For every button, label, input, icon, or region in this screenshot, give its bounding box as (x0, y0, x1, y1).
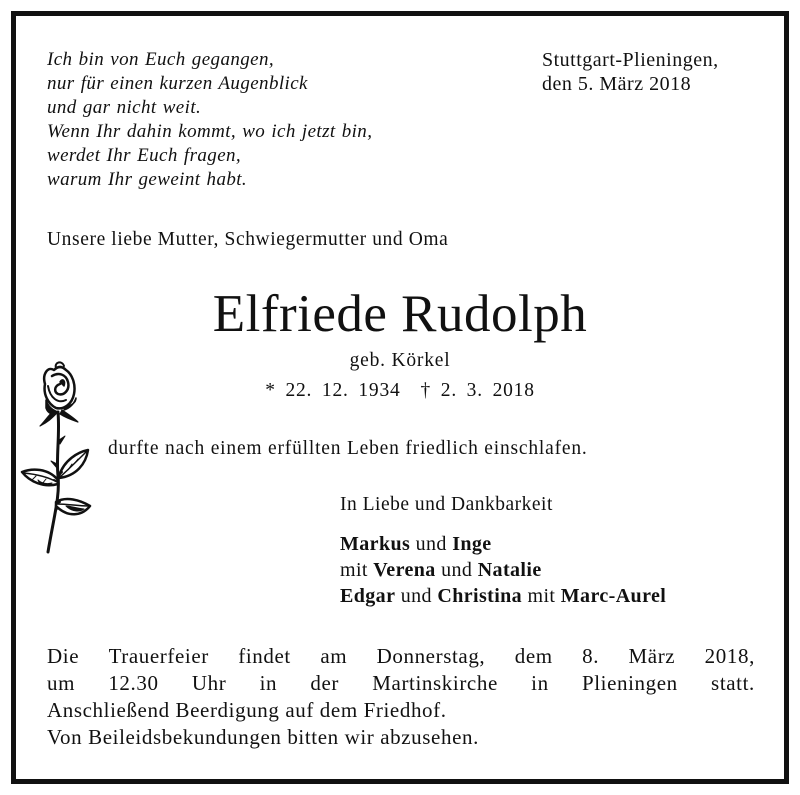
word: Donnerstag, (376, 644, 486, 668)
conjunction: mit (340, 559, 368, 581)
intro-line: Unsere liebe Mutter, Schwiegermutter und Oma (47, 229, 449, 250)
family-line (340, 583, 666, 609)
birth-date: * 22. 12. 1934 (265, 380, 401, 401)
word: März (628, 644, 676, 668)
conjunction: und (415, 533, 447, 555)
word: dem (514, 644, 553, 668)
conjunction: mit (527, 585, 556, 607)
obituary-notice (11, 11, 789, 784)
word: 12.30 (108, 671, 159, 695)
word: in (259, 671, 278, 695)
memorial-poem (47, 48, 372, 192)
word: Uhr (191, 671, 227, 695)
family-name: Marc-Aurel (560, 585, 667, 607)
word: 8. (582, 644, 600, 668)
conjunction: und (400, 585, 432, 607)
word: findet (238, 644, 291, 668)
word: um (47, 671, 76, 695)
family-name: Inge (452, 533, 492, 555)
family-signatures (340, 531, 666, 609)
poem-line: nur für einen kurzen Augenblick (47, 73, 308, 94)
family-line (340, 557, 666, 583)
word: Trauerfeier (108, 644, 209, 668)
family-line (340, 531, 666, 557)
poem-line: werdet Ihr Euch fragen, (47, 145, 242, 166)
life-dates (16, 380, 784, 402)
word: Plieningen (581, 671, 678, 695)
closing-phrase: In Liebe und Dankbarkeit (340, 494, 553, 515)
place-line: Stuttgart-Plieningen, (542, 49, 719, 71)
poem-line: Wenn Ihr dahin kommt, wo ich jetzt bin, (47, 121, 373, 142)
funeral-info-line (47, 670, 755, 697)
family-name: Natalie (477, 559, 542, 581)
funeral-info (47, 643, 755, 751)
rose-icon (18, 356, 98, 556)
word: statt. (711, 671, 755, 695)
word: Die (47, 644, 80, 668)
poem-line: warum Ihr geweint habt. (47, 169, 248, 190)
family-name: Christina (437, 585, 523, 607)
deceased-name: Elfriede Rudolph (212, 285, 588, 343)
family-name: Markus (340, 533, 411, 555)
birth-name: geb. Körkel (349, 350, 451, 371)
funeral-info-line: Von Beileidsbekundungen bitten wir abzusehen. (47, 725, 479, 749)
passing-text: durfte nach einem erfüllten Leben friedlich einschlafen. (108, 438, 588, 459)
family-name: Verena (373, 559, 436, 581)
word: der (310, 671, 339, 695)
date-line: den 5. März 2018 (542, 73, 692, 95)
funeral-info-line (47, 643, 755, 670)
family-name: Edgar (340, 585, 396, 607)
conjunction: und (441, 559, 473, 581)
poem-line: Ich bin von Euch gegangen, (47, 49, 275, 70)
place-and-date (542, 48, 719, 96)
funeral-info-line: Anschließend Beerdigung auf dem Friedhof. (47, 698, 447, 722)
word: 2018, (704, 644, 755, 668)
word: am (320, 644, 348, 668)
death-date: † 2. 3. 2018 (420, 380, 535, 401)
poem-line: und gar nicht weit. (47, 97, 202, 118)
word: Martinskirche (372, 671, 498, 695)
word: in (531, 671, 549, 695)
